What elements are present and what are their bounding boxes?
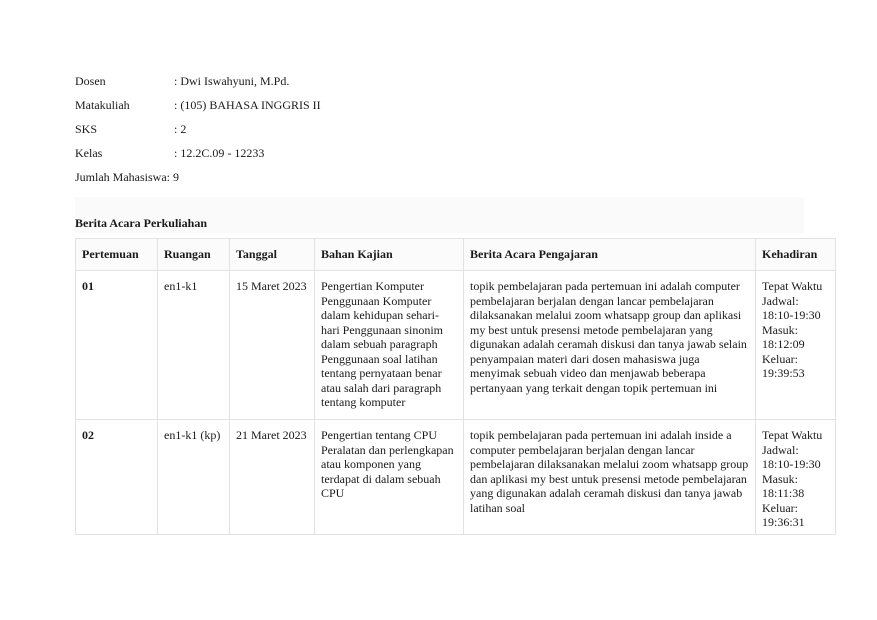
info-value: : 2 [174, 122, 187, 136]
info-label: SKS [75, 122, 98, 136]
info-label: Kelas [75, 146, 103, 160]
kehadiran-jadwal: Jadwal: 18:10-19:30 [762, 442, 821, 471]
column-header: Pertemuan [76, 239, 158, 271]
cell-pertemuan: 02 [76, 420, 158, 535]
info-row-sks [75, 121, 321, 145]
table-caption: Berita Acara Perkuliahan [75, 216, 207, 230]
cell-bahan-kajian: Pengertian tentang CPU Peralatan dan perlengkapan atau komponen yang terdapat di dalam sebuah CPU [315, 420, 464, 535]
column-header: Kehadiran [756, 239, 836, 271]
info-label: Dosen [75, 74, 106, 88]
info-value: : Dwi Iswahyuni, M.Pd. [174, 74, 290, 88]
course-info [75, 73, 321, 193]
kehadiran-jadwal: Jadwal: 18:10-19:30 [762, 293, 821, 322]
info-value: : (105) BAHASA INGGRIS II [174, 98, 321, 112]
kehadiran-masuk: Masuk: 18:11:38 [762, 471, 805, 500]
info-row-kelas [75, 145, 321, 169]
info-label: Jumlah Mahasiswa [75, 170, 167, 184]
kehadiran-masuk: Masuk: 18:12:09 [762, 322, 805, 351]
cell-kehadiran [756, 420, 836, 535]
cell-bahan-kajian: Pengertian Komputer Penggunaan Komputer dalam kehidupan sehari-hari Penggunaan sinonim dalam sebuah paragraph Penggunaan soal latihan tentang pernyataan benar atau salah dari paragraph tentang komputer [315, 271, 464, 420]
column-header: Berita Acara Pengajaran [464, 239, 756, 271]
info-value: : 12.2C.09 - 12233 [174, 146, 265, 160]
cell-ruangan: en1-k1 [158, 271, 230, 420]
info-row-jumlah-mahasiswa [75, 169, 321, 193]
table-row [76, 271, 836, 420]
cell-tanggal: 15 Maret 2023 [230, 271, 315, 420]
table-row [76, 420, 836, 535]
table-header-row [76, 239, 836, 271]
cell-tanggal: 21 Maret 2023 [230, 420, 315, 535]
info-row-matakuliah [75, 97, 321, 121]
cell-kehadiran [756, 271, 836, 420]
info-row-dosen [75, 73, 321, 97]
cell-berita-acara: topik pembelajaran pada pertemuan ini adalah computer pembelajaran berjalan dengan lancar pembelajaran dilaksanakan melalui zoom whatsapp group dan aplikasi my best untuk presensi metode pembelajaran yang digunakan adalah ceramah diskusi dan tanya jawab selain penyampaian materi dari dosen mahasiswa juga menyimak sebuah video dan menjawab beberapa pertanyaan yang terkait dengan topik pertemuan ini [464, 271, 756, 420]
column-header: Tanggal [230, 239, 315, 271]
cell-berita-acara: topik pembelajaran pada pertemuan ini adalah inside a computer pembelajaran berjalan dengan lancar pembelajaran dilaksanakan melalui zoom whatsapp group dan aplikasi my best untuk presensi metode pembelajaran yang digunakan adalah ceramah diskusi dan tanya jawab latihan soal [464, 420, 756, 535]
column-header: Ruangan [158, 239, 230, 271]
info-value: : 9 [166, 170, 179, 184]
cell-ruangan: en1-k1 (kp) [158, 420, 230, 535]
kehadiran-status: Tepat Waktu [762, 428, 823, 442]
kehadiran-keluar: Keluar: 19:36:31 [762, 500, 805, 529]
kehadiran-status: Tepat Waktu [762, 279, 823, 293]
column-header: Bahan Kajian [315, 239, 464, 271]
kehadiran-keluar: Keluar: 19:39:53 [762, 351, 805, 380]
cell-pertemuan: 01 [76, 271, 158, 420]
attendance-table [75, 238, 836, 535]
info-label: Matakuliah [75, 98, 130, 112]
